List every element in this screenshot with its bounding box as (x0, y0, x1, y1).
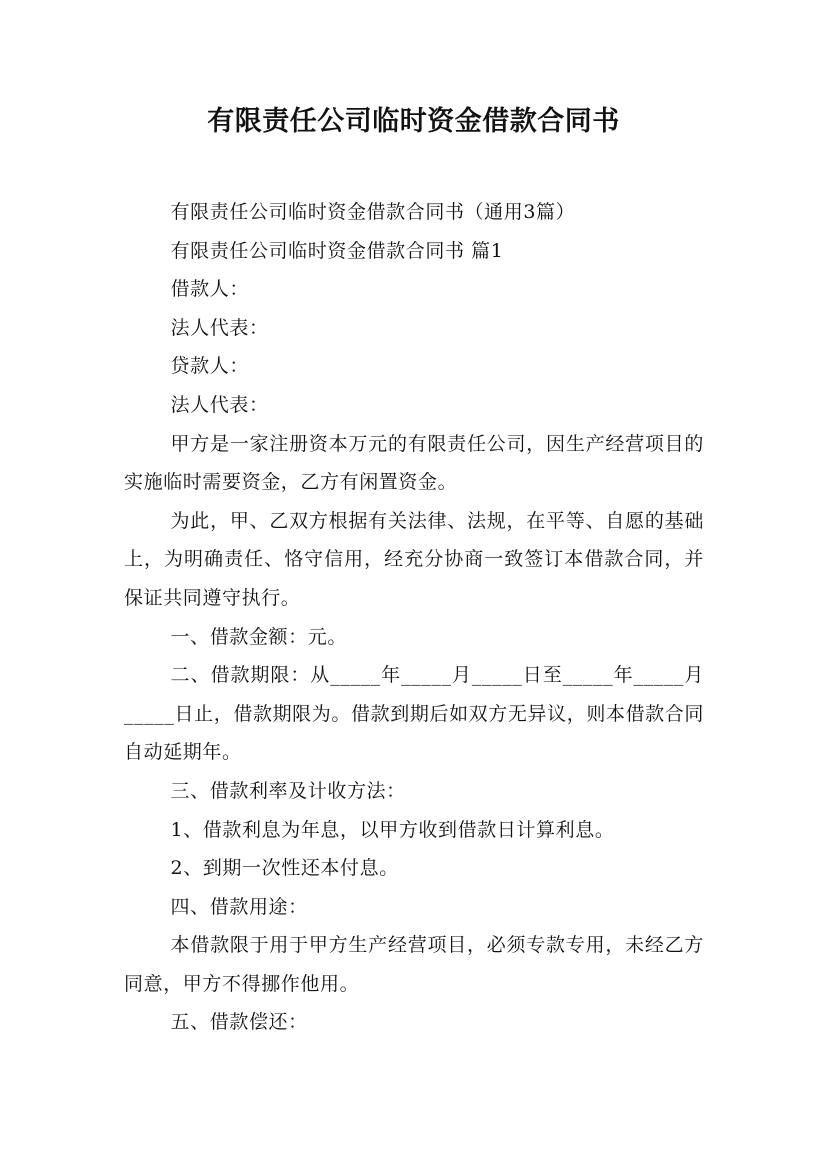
paragraph-borrower: 借款人： (170, 278, 249, 301)
paragraph-interest-heading: 三、借款利率及计收方法： (170, 779, 406, 802)
paragraph-lender: 贷款人： (170, 355, 249, 378)
paragraph-loan-amount: 一、借款金额：元。 (170, 625, 347, 648)
paragraph-repayment-heading: 五、借款偿还： (170, 1011, 308, 1034)
paragraph-agreement-basis: 为此，甲、乙双方根据有关法律、法规，在平等、自愿的基础上，为明确责任、恪守信用，经充分协商一致签订本借款合同，并保证共同遵守执行。 (124, 509, 704, 609)
paragraph-lender-representative: 法人代表： (170, 393, 269, 416)
document-title: 有限责任公司临时资金借款合同书 (207, 106, 620, 137)
document-body (124, 193, 704, 1042)
paragraph-heading: 有限责任公司临时资金借款合同书（通用3篇） (170, 201, 576, 223)
paragraph-purpose-heading: 四、借款用途： (170, 895, 308, 918)
paragraph-borrower-representative: 法人代表： (170, 316, 269, 339)
paragraph-interest-item-1: 1、借款利息为年息，以甲方收到借款日计算利息。 (170, 818, 615, 841)
paragraph-party-a-intro: 甲方是一家注册资本万元的有限责任公司，因生产经营项目的实施临时需要资金，乙方有闲置资金。 (124, 432, 704, 494)
paragraph-interest-item-2: 2、到期一次性还本付息。 (170, 857, 399, 880)
paragraph-section-title: 有限责任公司临时资金借款合同书 篇1 (170, 239, 504, 262)
paragraph-loan-term: 二、借款期限：从_____年_____月_____日至_____年_____月_____日止，借款期限为。借款到期后如双方无异议，则本借款合同自动延期年。 (124, 664, 704, 764)
paragraph-purpose-text: 本借款限于用于甲方生产经营项目，必须专款专用，未经乙方同意，甲方不得挪作他用。 (124, 934, 704, 995)
